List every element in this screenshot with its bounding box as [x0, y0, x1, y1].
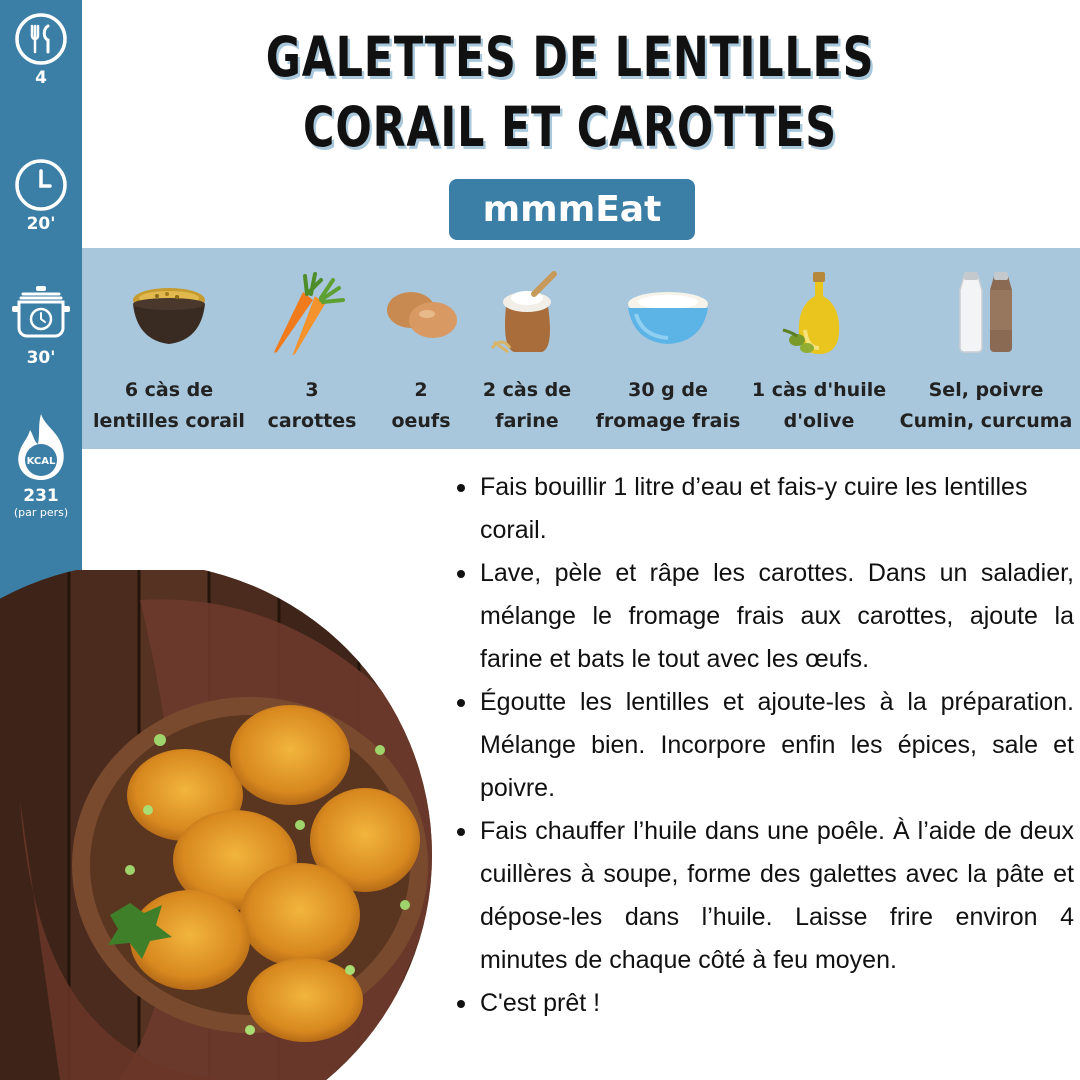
ingredient-label: 2 oeufs	[391, 379, 451, 432]
ingredient-label: 1 càs d'huile d'olive	[751, 379, 887, 432]
step-item: Fais chauffer l’huile dans une poêle. À l’aide de deux cuillères à soupe, forme des galettes avec la pâte et dépose-les dans l’huile. Laisse frire environ 4 minutes de chaque côté à feu moyen.	[480, 810, 1074, 982]
cook-time-value: 30'	[26, 348, 56, 368]
prep-time-value: 20'	[26, 214, 56, 234]
brand-logo: mmmEat	[449, 179, 695, 240]
dish-photo	[0, 570, 450, 1080]
ingredient-label: 6 càs de lentilles corail	[93, 379, 245, 432]
flame-icon	[12, 412, 70, 484]
ingredient-label: Sel, poivre Cumin, curcuma	[899, 379, 1073, 432]
step-item: Fais bouillir 1 litre d’eau et fais-y cuire les lentilles corail.	[480, 466, 1074, 552]
prep-time-stat	[0, 158, 82, 234]
ingredient-cream-cheese	[590, 248, 746, 449]
calories-stat	[0, 412, 82, 519]
recipe-title: GALETTES DE LENTILLES CORAIL ET CAROTTES	[265, 25, 875, 159]
carrots-icon	[269, 270, 355, 356]
lentils-bowl-icon	[127, 270, 211, 354]
flour-sack-icon	[484, 270, 570, 356]
ingredients-band	[82, 248, 1080, 449]
ingredient-seasoning	[892, 248, 1080, 449]
step-item: Lave, pèle et râpe les carottes. Dans un saladier, mélange le fromage frais aux carottes, ajoute la farine et bats le tout avec les œufs.	[480, 552, 1074, 681]
kcal-badge-text: KCAL	[26, 456, 56, 467]
ingredient-label: 2 càs de farine	[482, 379, 572, 432]
clock-icon	[14, 158, 68, 212]
olive-oil-icon	[779, 270, 859, 360]
ingredient-eggs	[374, 248, 468, 449]
cooking-pot-icon	[9, 282, 73, 346]
eggs-icon	[381, 270, 461, 350]
cook-time-stat	[0, 282, 82, 368]
cream-cheese-bowl-icon	[622, 270, 714, 354]
calories-value: 231	[23, 486, 59, 506]
servings-stat	[0, 12, 82, 88]
fork-knife-icon	[14, 12, 68, 66]
ingredient-carrots	[258, 248, 366, 449]
ingredient-olive-oil	[746, 248, 892, 449]
recipe-steps	[452, 466, 1074, 1025]
recipe-info-sidebar	[0, 0, 82, 640]
calories-note: (par pers)	[13, 506, 69, 519]
ingredient-lentils	[90, 248, 248, 449]
ingredient-label: 3 carottes	[267, 379, 357, 432]
step-item: C'est prêt !	[480, 982, 1074, 1025]
servings-value: 4	[35, 68, 47, 88]
step-item: Égoutte les lentilles et ajoute-les à la préparation. Mélange bien. Incorpore enfin les épices, sale et poivre.	[480, 681, 1074, 810]
fritters-plate-illustration	[0, 570, 450, 1080]
salt-pepper-icon	[946, 270, 1026, 360]
ingredient-label: 30 g de fromage frais	[595, 379, 741, 432]
ingredient-flour	[468, 248, 586, 449]
